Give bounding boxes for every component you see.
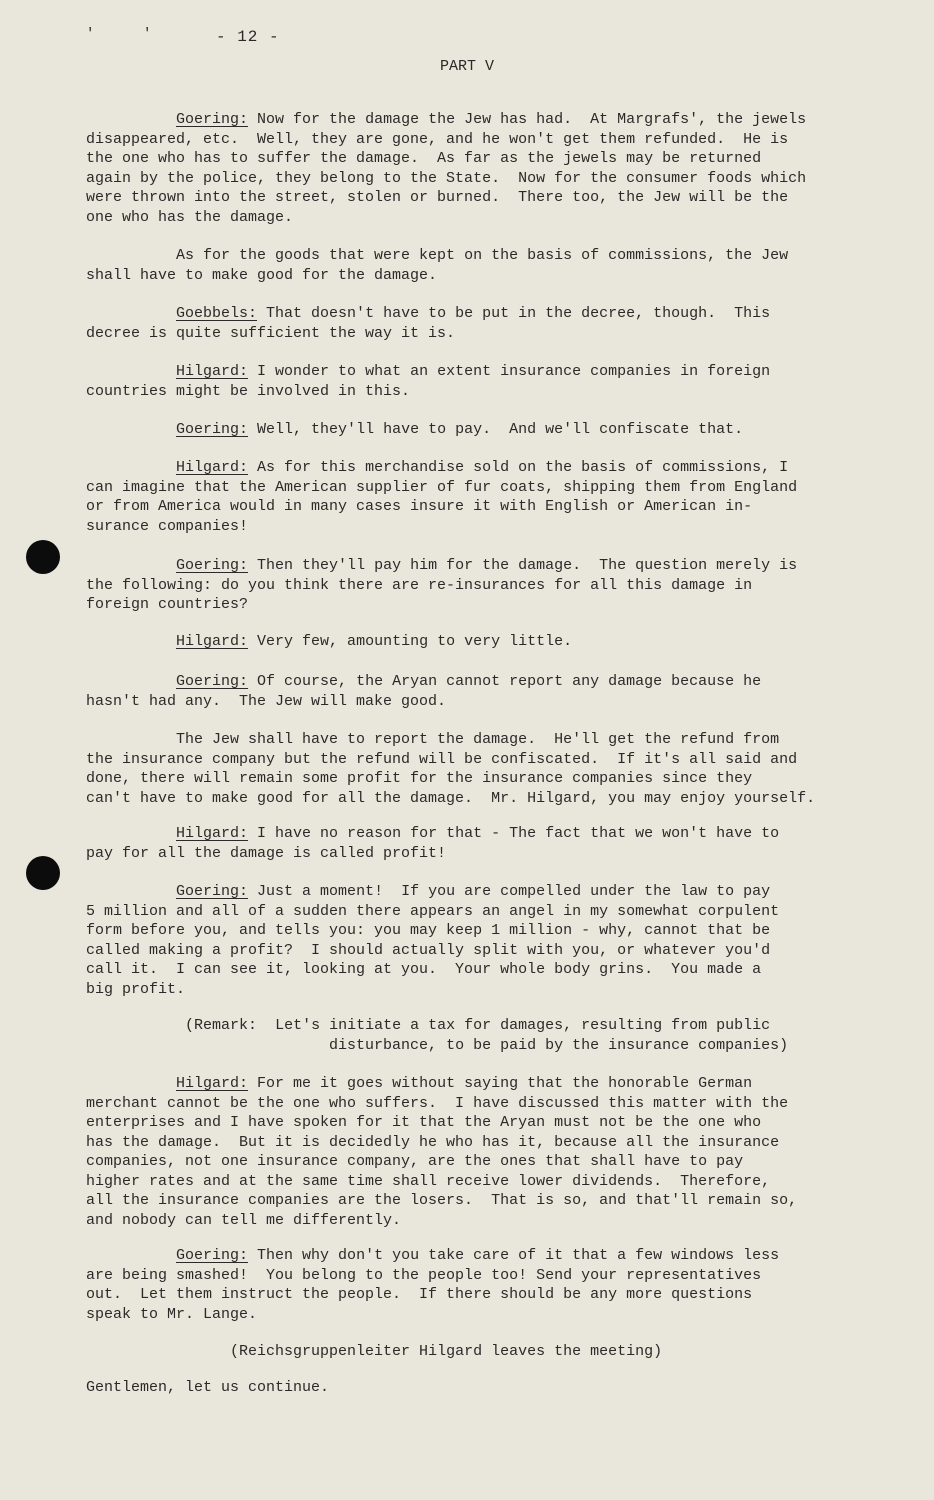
paragraph-hilgard: Hilgard: I have no reason for that - The fact that we won't have to pay for all the damage is called profit! <box>86 825 780 862</box>
paragraph-goering: Goering: Then why don't you take care of it that a few windows less are being smashed! You belong to the people too! Send your representatives out. Let them instruct the people. If there should be any more questions speak to Mr. Lange. <box>86 1247 780 1323</box>
corner-mark: ' <box>143 26 152 42</box>
paragraph: The Jew shall have to report the damage. He'll get the refund from the insurance company but the refund will be confiscated. If it's all said and done, there will remain some profit for the insurance companies since they can't have to make good for all the damage. Mr. Hilgard, you may enjoy yourself. <box>86 731 816 807</box>
speaker-label: Hilgard: <box>176 1075 249 1092</box>
paragraph-hilgard: Hilgard: As for this merchandise sold on the basis of commissions, I can imagine that the American supplier of fur coats, shipping them from England or from America would in many cases insure it with English or American in- surance companies! <box>86 459 798 535</box>
punch-hole-bottom <box>26 856 60 890</box>
paragraph-goering: Goering: Then they'll pay him for the damage. The question merely is the following: do you think there are re-insurances for all this damage in foreign countries? <box>86 557 798 613</box>
speaker-label: Goering: <box>176 673 249 690</box>
speaker-label: Goering: <box>176 1247 249 1264</box>
page-number: - 12 - <box>216 28 280 46</box>
speaker-label: Goebbels: <box>176 305 258 322</box>
speaker-label: Goering: <box>176 421 249 438</box>
paragraph: As for the goods that were kept on the basis of commissions, the Jew shall have to make good for the damage. <box>86 247 789 284</box>
paragraph-goering: Goering: Now for the damage the Jew has had. At Margrafs', the jewels disappeared, etc. Well, they are gone, and he won't get them refunded. He is the one who has to suffer the damage. As far as the jewels may be returned again by the police, they belong to the State. Now for the consumer foods which were thrown into the street, stolen or burned. There too, the Jew will be the one who has the damage. <box>86 111 807 226</box>
speaker-label: Hilgard: <box>176 825 249 842</box>
speaker-label: Goering: <box>176 557 249 574</box>
closing-line: Gentlemen, let us continue. <box>86 1379 330 1396</box>
paragraph-hilgard: Hilgard: For me it goes without saying that the honorable German merchant cannot be the one who suffers. I have discussed this matter with the enterprises and I have spoken for it that the Aryan must not be the one who has the damage. But it is decidedly he who has it, because all the insurance companies, not one insurance company, are the ones that shall have to pay higher rates and at the same time shall receive lower dividends. Therefore, all the insurance companies are the losers. That is so, and that'll remain so, and nobody can tell me differently. <box>86 1075 798 1229</box>
paragraph-hilgard: Hilgard: I wonder to what an extent insurance companies in foreign countries might be involved in this. <box>86 363 771 400</box>
paragraph-goering: Goering: Just a moment! If you are compelled under the law to pay 5 million and all of a sudden there appears an angel in my somewhat corpulent form before you, and tells you: you may keep 1 million - why, cannot that be called making a profit? I should actually split with you, or whatever you'd call it. I can see it, looking at you. Your whole body grins. You made a big profit. <box>86 883 780 998</box>
corner-mark: ' <box>86 26 95 42</box>
punch-hole-top <box>26 540 60 574</box>
speaker-label: Goering: <box>176 883 249 900</box>
paragraph-goering: Goering: Well, they'll have to pay. And we'll confiscate that. <box>176 421 744 438</box>
paragraph-goebbels: Goebbels: That doesn't have to be put in the decree, though. This decree is quite sufficient the way it is. <box>86 305 771 342</box>
speaker-label: Hilgard: <box>176 459 249 476</box>
part-title: PART V <box>440 58 495 75</box>
paragraph-hilgard: Hilgard: Very few, amounting to very little. <box>176 633 573 650</box>
stage-direction: (Reichsgruppenleiter Hilgard leaves the meeting) <box>230 1343 663 1360</box>
paragraph-goering: Goering: Of course, the Aryan cannot report any damage because he hasn't had any. The Jew will make good. <box>86 673 762 710</box>
speaker-label: Goering: <box>176 111 249 128</box>
speaker-label: Hilgard: <box>176 633 249 650</box>
remark-label: (Remark: <box>185 1017 258 1034</box>
speaker-label: Hilgard: <box>176 363 249 380</box>
remark-note: (Remark: Let's initiate a tax for damages, resulting from public disturbance, to be paid by the insurance companies) <box>185 1017 789 1054</box>
